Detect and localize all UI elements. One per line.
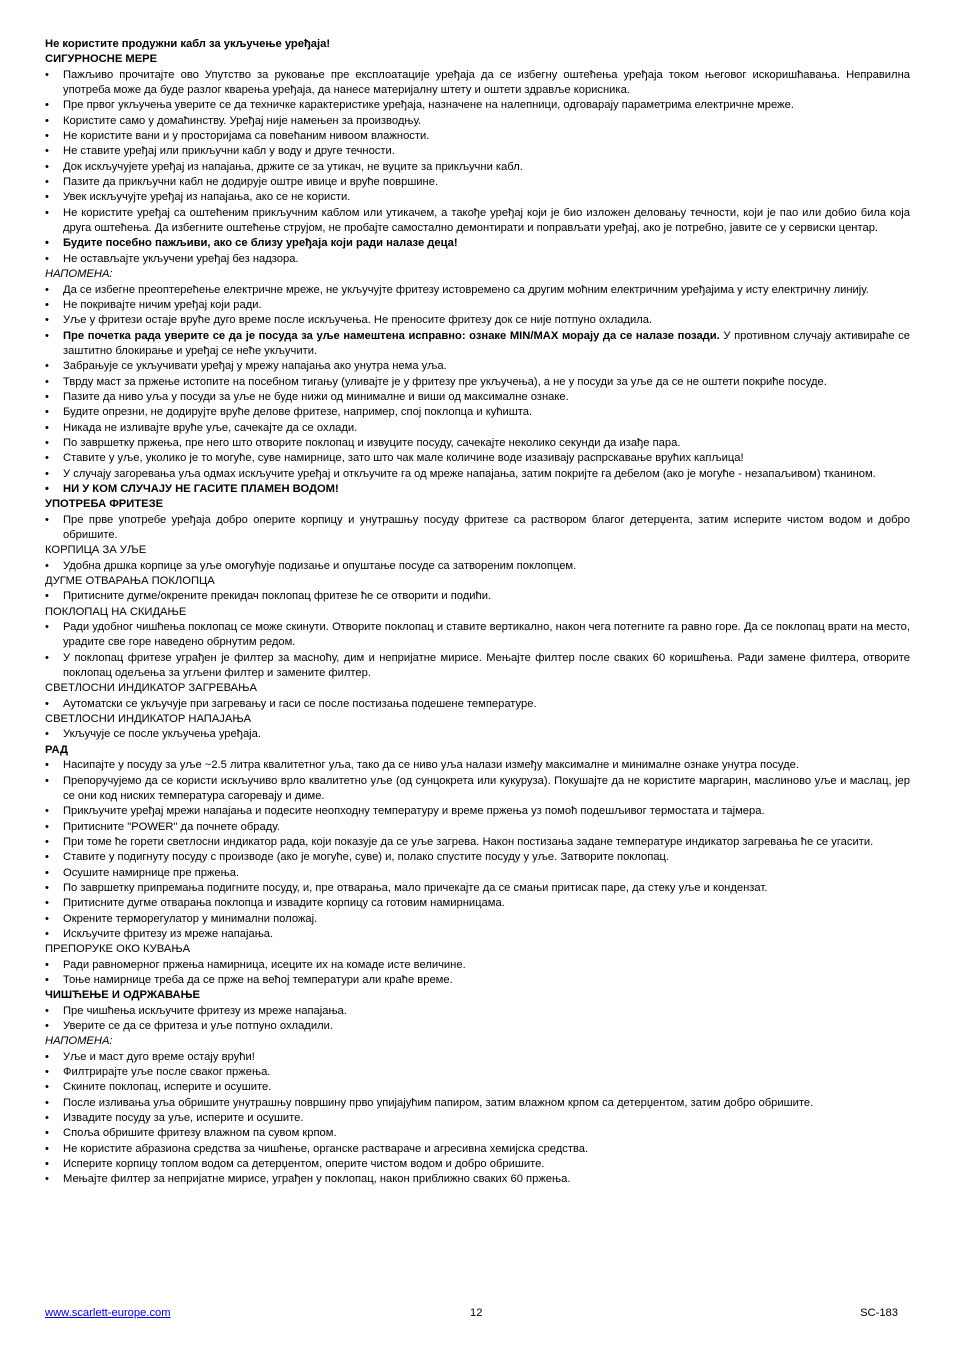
- list-item: [45, 835, 910, 850]
- list-item: [45, 1096, 910, 1111]
- website-link[interactable]: www.scarlett-europe.com: [45, 1307, 171, 1319]
- model-number: SC-183: [860, 1307, 898, 1319]
- list-item: [45, 1080, 910, 1095]
- item-text: Пазите да ниво уља у посуди за уље не буде нижи од минималне и виши од максималне ознаке.: [63, 390, 569, 403]
- list-item: [45, 405, 910, 420]
- item-text: Никада не изливајте вруће уље, сачекајте да се охлади.: [63, 421, 358, 434]
- list-item: [45, 651, 910, 682]
- item-text: Притисните дугме отварања поклопца и извадите корпицу са готовим намирницама.: [63, 897, 505, 910]
- bullet-list: [45, 1050, 910, 1188]
- list-item: [45, 1157, 910, 1172]
- bullet-list: [45, 68, 910, 267]
- page-footer: [45, 1307, 898, 1323]
- item-text: У поклопац фритезе уграђен је филтер за масноћу, дим и непријатне мирисе. Мењајте филтер после сваких 60 коришћења. Ради замене филтера, отворите поклопац одељења за угљени филтер и замените филтер.: [63, 651, 910, 680]
- item-text: Уверите се да се фритеза и уље потпуно охладили.: [63, 1020, 333, 1032]
- item-text: Тврду маст за пржење истопите на посебном тигању (уливајте је у фритезу пре укључења), а не у посуди за уље да се не оштети покриће посуде.: [63, 375, 827, 388]
- list-item: [45, 144, 910, 159]
- list-item: [45, 206, 910, 237]
- item-text: Не користите абразиона средства за чишћење, органске раствараче и агресивна хемијска средства.: [63, 1142, 589, 1155]
- section-heading: УПОТРЕБА ФРИТЕЗЕ: [45, 498, 164, 511]
- section-heading: СВЕТЛОСНИ ИНДИКАТОР ЗАГРЕВАЊА: [45, 682, 257, 695]
- bullet-list: [45, 758, 910, 942]
- list-item: [45, 727, 910, 742]
- list-item: [45, 236, 910, 251]
- item-text: Не ставите уређај или прикључни кабл у воду и друге течности.: [63, 145, 395, 158]
- list-item: [45, 866, 910, 881]
- item-text: Осушите намирнице пре пржења.: [63, 866, 240, 879]
- list-item: [45, 912, 910, 927]
- item-text: Пре чишћења искључите фритезу из мреже напајања.: [63, 1004, 347, 1017]
- list-item: [45, 482, 910, 497]
- list-item: [45, 375, 910, 390]
- list-item: [45, 359, 910, 374]
- list-item: [45, 774, 910, 805]
- section-heading: Не користите продужни кабл за укључење уређаја!: [45, 38, 331, 50]
- item-text: Док искључујете уређај из напајања, држите се за утикач, не вуците за прикључни кабл.: [63, 160, 523, 173]
- list-item: [45, 313, 910, 328]
- list-item: [45, 451, 910, 466]
- list-item: [45, 697, 910, 712]
- list-item: [45, 1172, 910, 1187]
- list-item: [45, 620, 910, 651]
- list-item: [45, 1004, 910, 1019]
- item-text: Ради равномерног пржења намирница, исеците их на комаде исте величине.: [63, 958, 466, 971]
- item-text: Споља обришите фритезу влажном па сувом крпом.: [63, 1127, 337, 1140]
- list-item: [45, 513, 910, 544]
- list-item: [45, 820, 910, 835]
- list-item: [45, 175, 910, 190]
- list-item: [45, 1126, 910, 1141]
- item-text: Прикључите уређај мрежи напајања и подесите неопходну температуру и време пржења уз помоћ подешљивог термостата и тајмера.: [63, 805, 765, 818]
- section-heading: ЧИШЋЕЊЕ И ОДРЖАВАЊЕ: [45, 989, 200, 1002]
- list-item: [45, 436, 910, 451]
- item-text: После изливања уља обришите унутрашњу површину прво упијајућим папиром, затим влажном крпом са детерџентом, затим добро обришите.: [63, 1096, 814, 1109]
- item-text: Насипајте у посуду за уље ~2.5 литра квалитетног уља, тако да се ниво уља налази између максималне и минималне ознаке унутра посуде.: [63, 759, 799, 772]
- manual-content: [45, 37, 910, 1188]
- item-text: У противном случају активираће се заштитно блокирање и уређај се неће укључити.: [63, 329, 910, 357]
- item-text: Извадите посуду за уље, исперите и осушите.: [63, 1112, 304, 1125]
- list-item: [45, 758, 910, 773]
- bullet-list: [45, 559, 910, 574]
- item-text: Исперите корпицу топлом водом са детерџентом, оперите чистом водом и добро обришите.: [63, 1158, 545, 1171]
- section-heading: КОРПИЦА ЗА УЉЕ: [45, 544, 147, 557]
- list-item: [45, 896, 910, 911]
- section-heading: СВЕТЛОСНИ ИНДИКАТОР НАПАЈАЊА: [45, 713, 252, 726]
- bullet-list: [45, 513, 910, 544]
- list-item: [45, 1019, 910, 1034]
- list-item: [45, 881, 910, 896]
- item-text: Притисните дугме/окрените прекидач поклопац фритезе ће се отворити и подићи.: [63, 590, 492, 603]
- section-heading: СИГУРНОСНЕ МЕРЕ: [45, 53, 158, 66]
- item-text: Притисните "POWER" да почнете обраду.: [63, 820, 280, 833]
- item-text: При томе ће горети светлосни индикатор рада, који показује да се уље загрева. Након постизања задане температуре индикатор загревања ће се угасити.: [63, 835, 874, 848]
- item-text: Забрањује се укључивати уређај у мрежу напајања ако унутра нема уља.: [63, 360, 447, 373]
- list-item: [45, 973, 910, 988]
- item-text: По завршетку пржења, пре него што отворите поклопац и извуците посуду, сачекајте неколико секунди да изађе пара.: [63, 436, 681, 449]
- item-text: Не покривајте ничим уређај који ради.: [63, 298, 262, 311]
- item-text: Филтрирајте уље после сваког пржења.: [63, 1066, 271, 1079]
- list-item: [45, 390, 910, 405]
- item-text: Да се избегне преоптерећење електричне мреже, не укључујте фритезу истовремено са другим моћним електричним уређајима у исту електричну линију.: [63, 283, 869, 296]
- item-text: Будите посебно пажљиви, ако се близу уређаја који ради налазе деца!: [63, 237, 458, 250]
- list-item: [45, 958, 910, 973]
- list-item: [45, 467, 910, 482]
- bullet-list: [45, 1004, 910, 1035]
- item-text: Ради удобног чишћења поклопац се може скинути. Отворите поклопац и ставите вертикално, након чега потегните га равно горе. Да се поклопац врати на место, урадите све горе наведено обрнутим редом.: [63, 621, 910, 649]
- item-text: Препоручујемо да се користи искључиво врло квалитетно уље (од сунцокрета или кукуруза). Покушајте да не користите маргарин, маслиново уље и маслац, јер се они код ниских температура сагоревају и диме.: [63, 774, 910, 802]
- bullet-list: [45, 283, 910, 498]
- item-text: Ставите у подигнуту посуду с производе (ако је могуће, суве) и, полако спустите посуду у уље. Затворите поклопац.: [63, 851, 670, 864]
- item-text: Не остављајте укључени уређај без надзора.: [63, 252, 299, 265]
- item-text: Не користите уређај са оштећеним прикључним каблом или утикачем, а такође уређај који је био изложен деловању течности, који је пао или добио била која друга оштећења. Да избегните оштећење струјом, не пробајте самостално демонтирати и поправљати уређај, ако је потребно, јавите се у сервиски центар.: [63, 206, 910, 235]
- item-text: Ставите у уље, уколико је то могуће, суве намирнице, зато што чак мале количине воде изазивају распрскавање врућих капљица!: [63, 452, 744, 465]
- list-item: [45, 114, 910, 129]
- item-text: Пре првог укључења уверите се да техничке карактеристике уређаја, назначене на налепници, одговарају параметрима електричне мреже.: [63, 99, 794, 112]
- list-item: [45, 329, 910, 360]
- note-label: НАПОМЕНА:: [45, 1035, 113, 1048]
- list-item: [45, 98, 910, 113]
- list-item: [45, 160, 910, 175]
- bullet-list: [45, 620, 910, 681]
- emphasis-text: Пре почетка рада уверите се да је посуда за уље намештена исправно: ознаке MIN/MAX морају да се налазе позади.: [63, 329, 720, 342]
- item-text: Не користите вани и у просторијама са повећаним нивоом влажности.: [63, 130, 430, 143]
- item-text: По завршетку припремања подигните посуду, и, пре отварања, мало причекајте да се смањи притисак паре, да стеку уље и кондензат.: [63, 881, 768, 894]
- list-item: [45, 252, 910, 267]
- list-item: [45, 129, 910, 144]
- item-text: Искључите фритезу из мреже напајања.: [63, 927, 274, 940]
- bullet-list: [45, 958, 910, 989]
- item-text: У случају загоревања уља одмах искључите уређај и откључите га од мреже напајања, затим покријте га дебелом (ако је могуће - незапаљивом) тканином.: [63, 467, 876, 480]
- section-heading: РАД: [45, 743, 68, 756]
- note-label: НАПОМЕНА:: [45, 268, 113, 281]
- item-text: Мењајте филтер за непријатне мирисе, уграђен у поклопац, након приближно сваких 60 пржења.: [63, 1173, 571, 1186]
- item-text: Уље и маст дуго време остају врући!: [63, 1050, 255, 1063]
- list-item: [45, 589, 910, 604]
- list-item: [45, 804, 910, 819]
- item-text: Скините поклопац, исперите и осушите.: [63, 1081, 272, 1094]
- item-text: Аутоматски се укључује при загревању и гаси се после постизања подешене температуре.: [63, 697, 537, 710]
- list-item: [45, 927, 910, 942]
- item-text: Окрените терморегулатор у минимални положај.: [63, 912, 318, 925]
- item-text: Пазите да прикључни кабл не додирује оштре ивице и вруће површине.: [63, 176, 439, 189]
- list-item: [45, 421, 910, 436]
- item-text: Удобна дршка корпице за уље омогућује подизање и опуштање посуде са затвореним поклопцем.: [63, 559, 577, 572]
- item-text: Будите опрезни, не додирујте вруће делове фритезе, например, спој поклопца и кућишта.: [63, 406, 533, 419]
- list-item: [45, 190, 910, 205]
- list-item: [45, 1111, 910, 1126]
- list-item: [45, 1050, 910, 1065]
- item-text: Уље у фритези остаје вруће дуго време после искључења. Не преносите фритезу док се није потпуно охладила.: [63, 314, 653, 327]
- list-item: [45, 298, 910, 313]
- list-item: [45, 559, 910, 574]
- section-heading: ДУГМЕ ОТВАРАЊА ПОКЛОПЦА: [45, 575, 215, 588]
- item-text: Укључује се после укључења уређаја.: [63, 728, 261, 741]
- item-text: Пажљиво прочитајте ово Упутство за руковање пре експлоатације уређаја да се избегну оштећења уређаја током његовог искоришћавања. Неправилна употреба може да буде разлог кварења уређаја, да нанесе материјалну штету и оштети здравље корисника.: [63, 68, 910, 97]
- bullet-list: [45, 589, 910, 604]
- page-number: 12: [470, 1307, 483, 1319]
- section-heading: ПРЕПОРУКЕ ОКО КУВАЊА: [45, 943, 191, 956]
- list-item: [45, 68, 910, 99]
- item-text: НИ У КОМ СЛУЧАЈУ НЕ ГАСИТЕ ПЛАМЕН ВОДОМ!: [63, 482, 339, 495]
- item-text: Тоње намирнице треба да се прже на већој температури али краће време.: [63, 973, 453, 986]
- list-item: [45, 1065, 910, 1080]
- section-heading: ПОКЛОПАЦ НА СКИДАЊЕ: [45, 605, 187, 618]
- item-text: Користите само у домаћинству. Уређај није намењен за производњу.: [63, 114, 422, 127]
- list-item: [45, 850, 910, 865]
- list-item: [45, 283, 910, 298]
- list-item: [45, 1142, 910, 1157]
- item-text: Увек искључујте уређај из напајања, ако се не користи.: [63, 191, 351, 204]
- bullet-list: [45, 697, 910, 712]
- item-text: Пре прве употребе уређаја добро оперите корпицу и унутрашњу посуду фритезе са раствором благог детерџента, затим исперите чистом водом и добро обришите.: [63, 513, 910, 541]
- bullet-list: [45, 727, 910, 742]
